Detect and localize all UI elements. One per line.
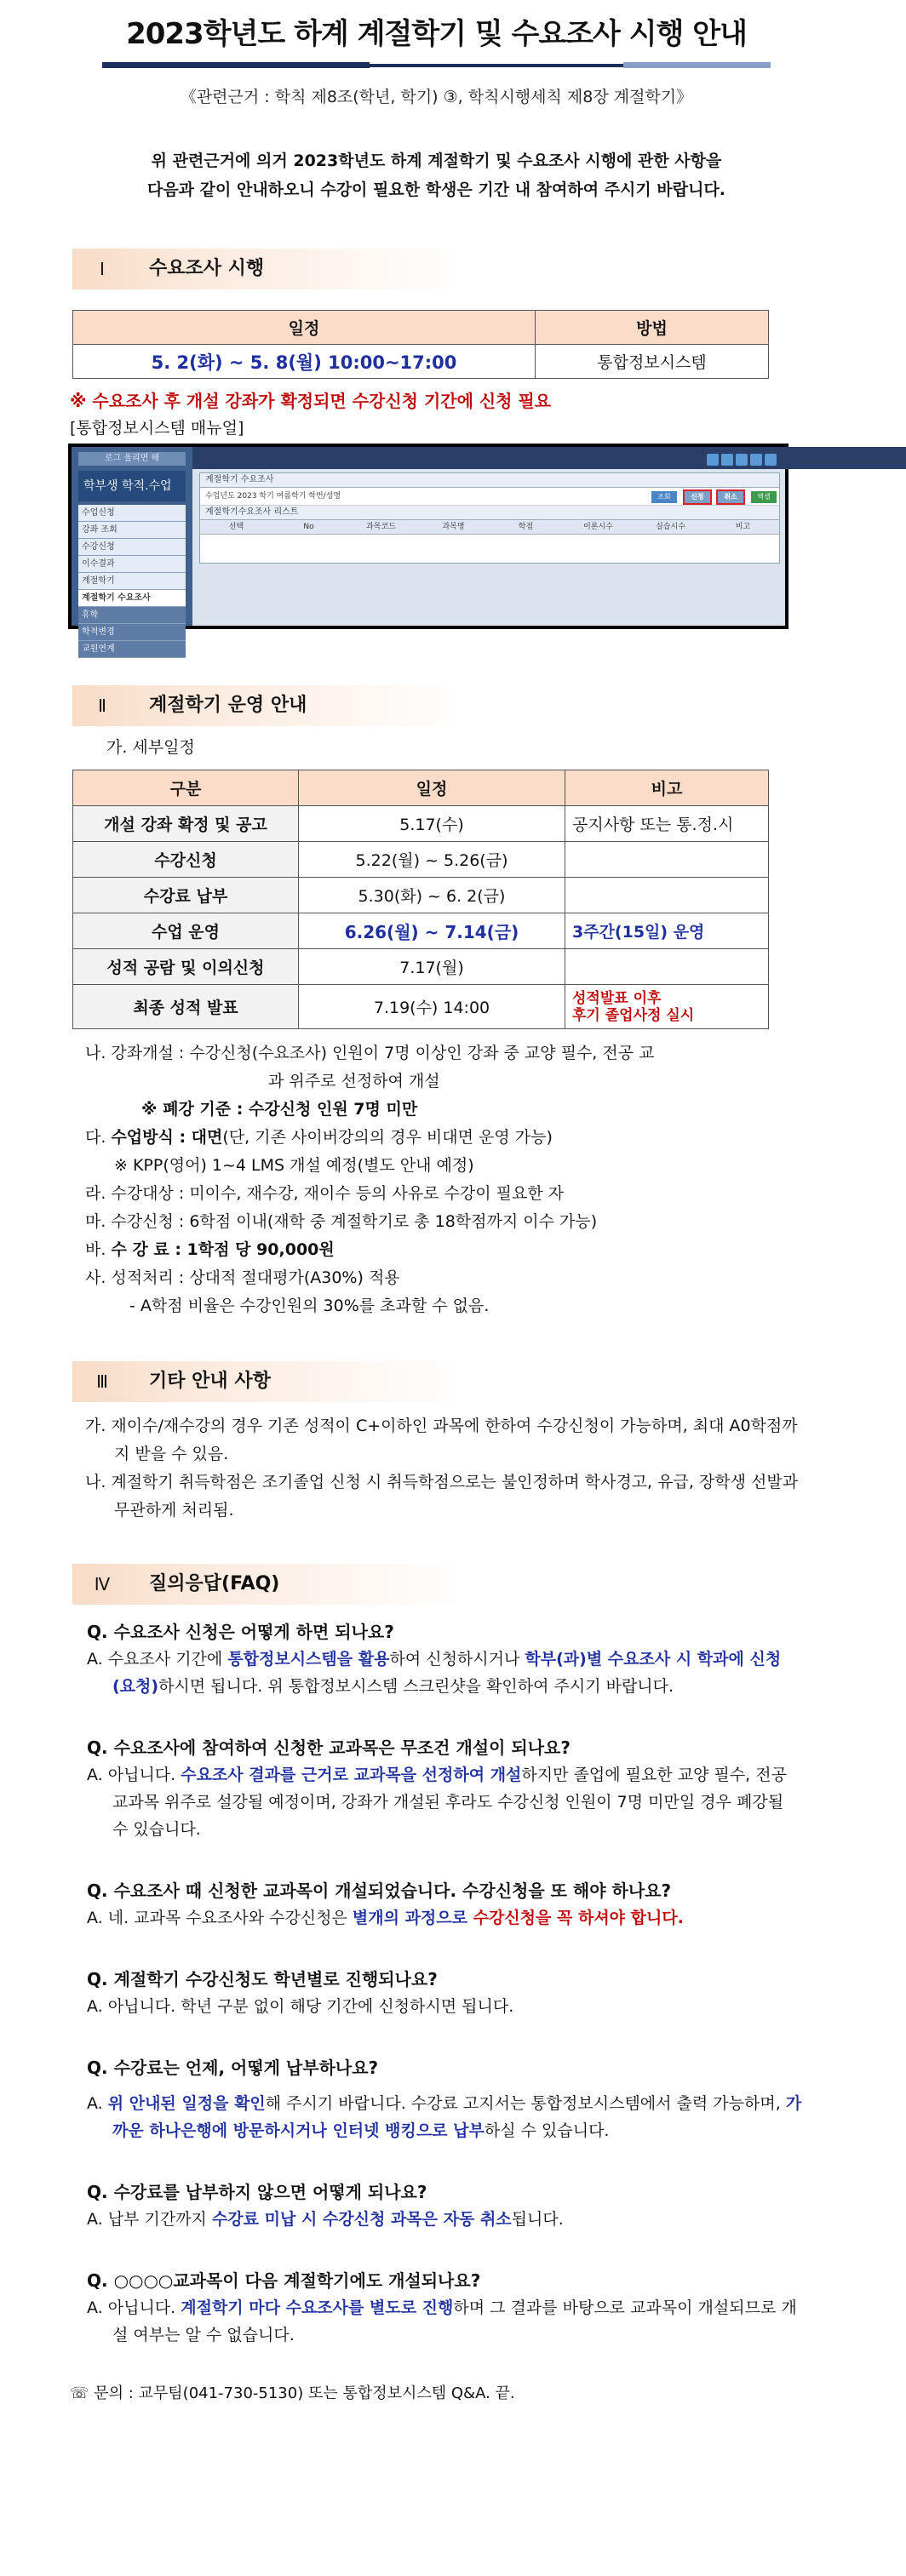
menu-item: 휴학: [78, 607, 186, 624]
row-key: 수강료 납부: [73, 878, 299, 913]
answer-text: 하여 신청하시거나: [389, 1650, 525, 1669]
answer-text: A. 수요조사 기간에: [87, 1650, 228, 1669]
answer-text: 하시면 됩니다. 위 통합정보시스템 스크린샷을 확인하여 주시기 바랍니다.: [158, 1677, 674, 1696]
survey-schedule-table: [72, 310, 769, 379]
row-note: [565, 878, 769, 913]
intro: [60, 146, 813, 204]
intro-line-2: 다음과 같이 안내하오니 수강이 필요한 학생은 기간 내 참여하여 주시기 바랍니다.: [146, 180, 726, 199]
item-da-prefix: 다.: [85, 1128, 112, 1147]
section-2-header: [72, 685, 873, 726]
menu-item: 수업신청: [78, 505, 186, 522]
answer-highlight: 수강신청을 꼭 하셔야 합니다.: [473, 1909, 684, 1927]
screenshot-window-buttons: [704, 451, 777, 470]
section-3-number: Ⅲ: [96, 1371, 108, 1392]
screenshot-excel-button: 엑셀: [751, 491, 777, 503]
system-screenshot: [68, 444, 788, 654]
answer-text: 하실 수 있습니다.: [484, 2121, 610, 2140]
answer-text: A. 아닙니다.: [87, 2298, 181, 2317]
section-1-header: [72, 249, 873, 289]
menu-item: 이수결과: [78, 556, 186, 573]
answer-highlight: 학부(과)별 수요조사 시 학과에 신청(요청): [112, 1650, 782, 1696]
faq-question: Q. 수요조사 신청은 어떻게 하면 되나요?: [87, 1622, 394, 1642]
answer-highlight: 계절학기 마다 수요조사를 별도로 진행: [181, 2298, 454, 2317]
table-row: [73, 985, 769, 1029]
section-3-label: 기타 안내 사항: [149, 1371, 271, 1392]
survey-note: ※ 수요조사 후 개설 강좌가 확정되면 수강신청 기간에 신청 필요: [70, 391, 552, 411]
contact-footer: ☏ 문의 : 교무팀(041-730-5130) 또는 통합정보시스템 Q&A. 끝.: [70, 2384, 515, 2402]
screenshot-list-title: 계절학기수요조사 리스트: [200, 506, 779, 520]
answer-text: 해 주시기 바랍니다. 수강료 고지서는 통합정보시스템에서 출력 가능하며,: [265, 2094, 786, 2113]
row-note: [565, 985, 769, 1029]
menu-item: 수강신청: [78, 539, 186, 556]
item-sa-2: - A학점 비율은 수강인원의 30%를 초과할 수 없음.: [129, 1297, 490, 1315]
grid-col: 선택: [228, 523, 244, 531]
screenshot-cancel-button: 취소: [718, 491, 743, 503]
faq-answer: [87, 2206, 802, 2233]
item-na-3: ※ 폐강 기준 : 수강신청 인원 7명 미만: [141, 1100, 418, 1119]
answer-text: A. 네. 교과목 수요조사와 수강신청은: [87, 1909, 353, 1927]
table-row: [73, 842, 769, 878]
grid-col: No: [303, 523, 314, 531]
row-date: 5.30(화) ~ 6. 2(금): [299, 878, 565, 913]
header-remarks: 비고: [565, 770, 769, 806]
survey-date: 5. 2(화) ~ 5. 8(월) 10:00~17:00: [73, 345, 536, 379]
section-4-number: Ⅳ: [94, 1574, 111, 1594]
table-row: [73, 949, 769, 985]
answer-text: 하며 그 결과를 바탕으로 교과목이 개설되므로 개설 여부는 알 수 없습니다.: [112, 2298, 797, 2344]
item-ra: 라. 수강대상 : 미이수, 재수강, 재이수 등의 사유로 수강이 필요한 자: [85, 1184, 565, 1203]
etc-item-na: 나. 계절학기 취득학점은 조기졸업 신청 시 취득학점으로는 불인정하며 학사경고, 유급, 장학생 선발과 무관하게 처리됨.: [85, 1473, 799, 1520]
row-key: 성적 공람 및 이의신청: [73, 949, 299, 985]
item-da-bold: 수업방식 : 대면: [111, 1128, 223, 1147]
row-date: 5.17(수): [299, 806, 565, 842]
faq-answer: A. 아닙니다. 학년 구분 없이 해당 기간에 신청하시면 됩니다.: [87, 1997, 514, 2016]
manual-label: [통합정보시스템 매뉴얼]: [70, 419, 244, 438]
screenshot-buttons: [649, 484, 777, 503]
grid-col: 실습시수: [656, 523, 685, 531]
operation-items: [85, 1039, 800, 1320]
faq-answer: [87, 2294, 802, 2349]
answer-text: A. 아닙니다.: [87, 1766, 181, 1784]
header-date: 일정: [73, 311, 536, 345]
item-da-rest: (단, 기존 사이버강의의 경우 비대면 운영 가능): [222, 1128, 553, 1147]
row-date: 6.26(월) ~ 7.14(금): [299, 913, 565, 949]
grid-col: 학점: [518, 523, 534, 531]
grid-col: 비고: [735, 523, 751, 531]
section-4-label: 질의응답(FAQ): [149, 1573, 280, 1594]
faq-answer: [87, 1761, 802, 1843]
screenshot-apply-button: 신청: [685, 491, 710, 503]
item-ma: 마. 수강신청 : 6학점 이내(재학 중 계절학기로 총 18학점까지 이수 가능): [85, 1212, 598, 1231]
header-method: 방법: [536, 311, 769, 345]
grid-col: 과목명: [442, 523, 465, 531]
row-note: [565, 842, 769, 878]
detail-schedule-label: 가. 세부일정: [106, 738, 195, 757]
answer-text: A. 납부 기간까지: [87, 2210, 212, 2229]
answer-highlight: 수강료 미납 시 수강신청 과목은 자동 취소: [211, 2210, 512, 2229]
screenshot-query-button: 조회: [651, 491, 677, 503]
row-key: 수업 운영: [73, 913, 299, 949]
row-key: 최종 성적 발표: [73, 985, 299, 1029]
answer-text: 됩니다.: [511, 2210, 564, 2229]
answer-highlight: 통합정보시스템을 활용: [227, 1650, 390, 1669]
menu-item: 계절학기: [78, 573, 186, 590]
faq-question: Q. 계절학기 수강신청도 학년별로 진행되나요?: [87, 1969, 438, 1989]
screenshot-sidebar: [72, 447, 192, 654]
intro-line-1: 위 관련근거에 의거 2023학년도 하계 계절학기 및 수요조사 시행에 관한 사항을: [151, 152, 722, 170]
faq: [87, 1618, 802, 2349]
screenshot-window-title: 계절학기 수요조사: [200, 473, 779, 488]
screenshot-logo: 학부생 학적.수업: [78, 471, 186, 501]
item-ba-prefix: 바.: [85, 1240, 112, 1259]
menu-item: 강좌 조회: [78, 522, 186, 539]
operation-schedule-table: [72, 770, 769, 1029]
row-note: [565, 949, 769, 985]
faq-question: Q. 수요조사 때 신청한 교과목이 개설되었습니다. 수강신청을 또 해야 하나요?: [87, 1880, 672, 1901]
page-title: 2023학년도 하계 계절학기 및 수요조사 시행 안내: [126, 17, 747, 51]
faq-answer: [87, 2090, 802, 2144]
faq-question: Q. ○○○○교과목이 다음 계절학기에도 개설되나요?: [87, 2270, 481, 2291]
row-note: 3주간(15일) 운영: [565, 913, 769, 949]
title-bar: [102, 62, 771, 71]
row-note-line-1: 성적발표 이후: [572, 989, 662, 1007]
table-row: [73, 878, 769, 913]
answer-highlight: 가까운 하나은행에 방문하시거나 인터넷 뱅킹으로 납부: [112, 2094, 802, 2140]
faq-question: Q. 수강료는 언제, 어떻게 납부하나요?: [87, 2058, 379, 2078]
row-note-line-2: 후기 졸업사정 실시: [572, 1006, 695, 1024]
header-category: 구분: [73, 770, 299, 806]
table-row: [73, 806, 769, 842]
screenshot-form-row: 수업년도 2023 학기 여름학기 학번/성명: [200, 488, 779, 506]
row-date: 5.22(월) ~ 5.26(금): [299, 842, 565, 878]
etc-item-ga: 가. 재이수/재수강의 경우 기존 성적이 C+이하인 과목에 한하여 수강신청이 가능하며, 최대 A0학점까지 받을 수 있음.: [85, 1417, 798, 1463]
legal-basis: 《관련근거 : 학칙 제8조(학년, 학기) ③, 학칙시행세칙 제8장 계절학기》: [180, 88, 693, 106]
screenshot-side-header: 로그 울리면 해: [78, 452, 186, 466]
faq-answer: [87, 1646, 802, 1700]
row-date: 7.17(월): [299, 949, 565, 985]
faq-question: Q. 수요조사에 참여하여 신청한 교과목은 무조건 개설이 되나요?: [87, 1737, 571, 1758]
grid-col: 이론시수: [583, 523, 613, 531]
table-row: [73, 913, 769, 949]
item-da: [85, 1124, 800, 1152]
section-3-header: [72, 1361, 873, 1402]
header-schedule: 일정: [299, 770, 565, 806]
survey-method: 통합정보시스템: [536, 345, 769, 379]
answer-highlight: 별개의 과정으로: [352, 1909, 473, 1927]
menu-item: 학적변경: [78, 624, 186, 641]
item-ba: [85, 1236, 800, 1264]
section-1-label: 수요조사 시행: [149, 258, 265, 279]
answer-highlight: 위 안내된 일정을 확인: [107, 2094, 266, 2113]
row-key: 개설 강좌 확정 및 공고: [73, 806, 299, 842]
faq-answer: [87, 1904, 802, 1932]
item-da-2: ※ KPP(영어) 1~4 LMS 개설 예정(별도 안내 예정): [114, 1156, 474, 1175]
menu-item-active: 계절학기 수요조사: [78, 590, 186, 607]
answer-text: A.: [87, 2094, 108, 2113]
etc-items: [85, 1412, 800, 1525]
item-na-2: 과 위주로 선정하여 개설: [268, 1072, 440, 1091]
item-ba-bold: 수 강 료 : 1학점 당 90,000원: [111, 1240, 335, 1259]
screenshot-grid-header: [200, 520, 779, 535]
grid-col: 과목코드: [366, 523, 396, 531]
row-key: 수강신청: [73, 842, 299, 878]
row-date: 7.19(수) 14:00: [299, 985, 565, 1029]
answer-highlight: 수요조사 결과를 근거로 교과목을 선정하여 개설: [181, 1766, 522, 1784]
item-sa: 사. 성적처리 : 상대적 절대평가(A30%) 적용: [85, 1268, 400, 1287]
section-1-number: Ⅰ: [100, 259, 105, 279]
answer-text: 하지만 졸업에 필요한 교양 필수, 전공 교과목 위주로 설강될 예정이며, 강좌가 개설된 후라도 수강신청 인원이 7명 미만일 경우 폐강될 수 있습니다.: [112, 1766, 787, 1839]
screenshot-topbar: [192, 447, 906, 469]
section-2-label: 계절학기 운영 안내: [149, 695, 307, 716]
menu-item: 교원연계: [78, 641, 186, 658]
item-na-1: 나. 강좌개설 : 수강신청(수요조사) 인원이 7명 이상인 강좌 중 교양 필수, 전공 교: [85, 1044, 655, 1062]
section-4-header: [72, 1564, 873, 1605]
faq-question: Q. 수강료를 납부하지 않으면 어떻게 되나요?: [87, 2182, 427, 2202]
row-note: 공지사항 또는 통.정.시: [565, 806, 769, 842]
section-2-number: Ⅱ: [98, 696, 106, 716]
